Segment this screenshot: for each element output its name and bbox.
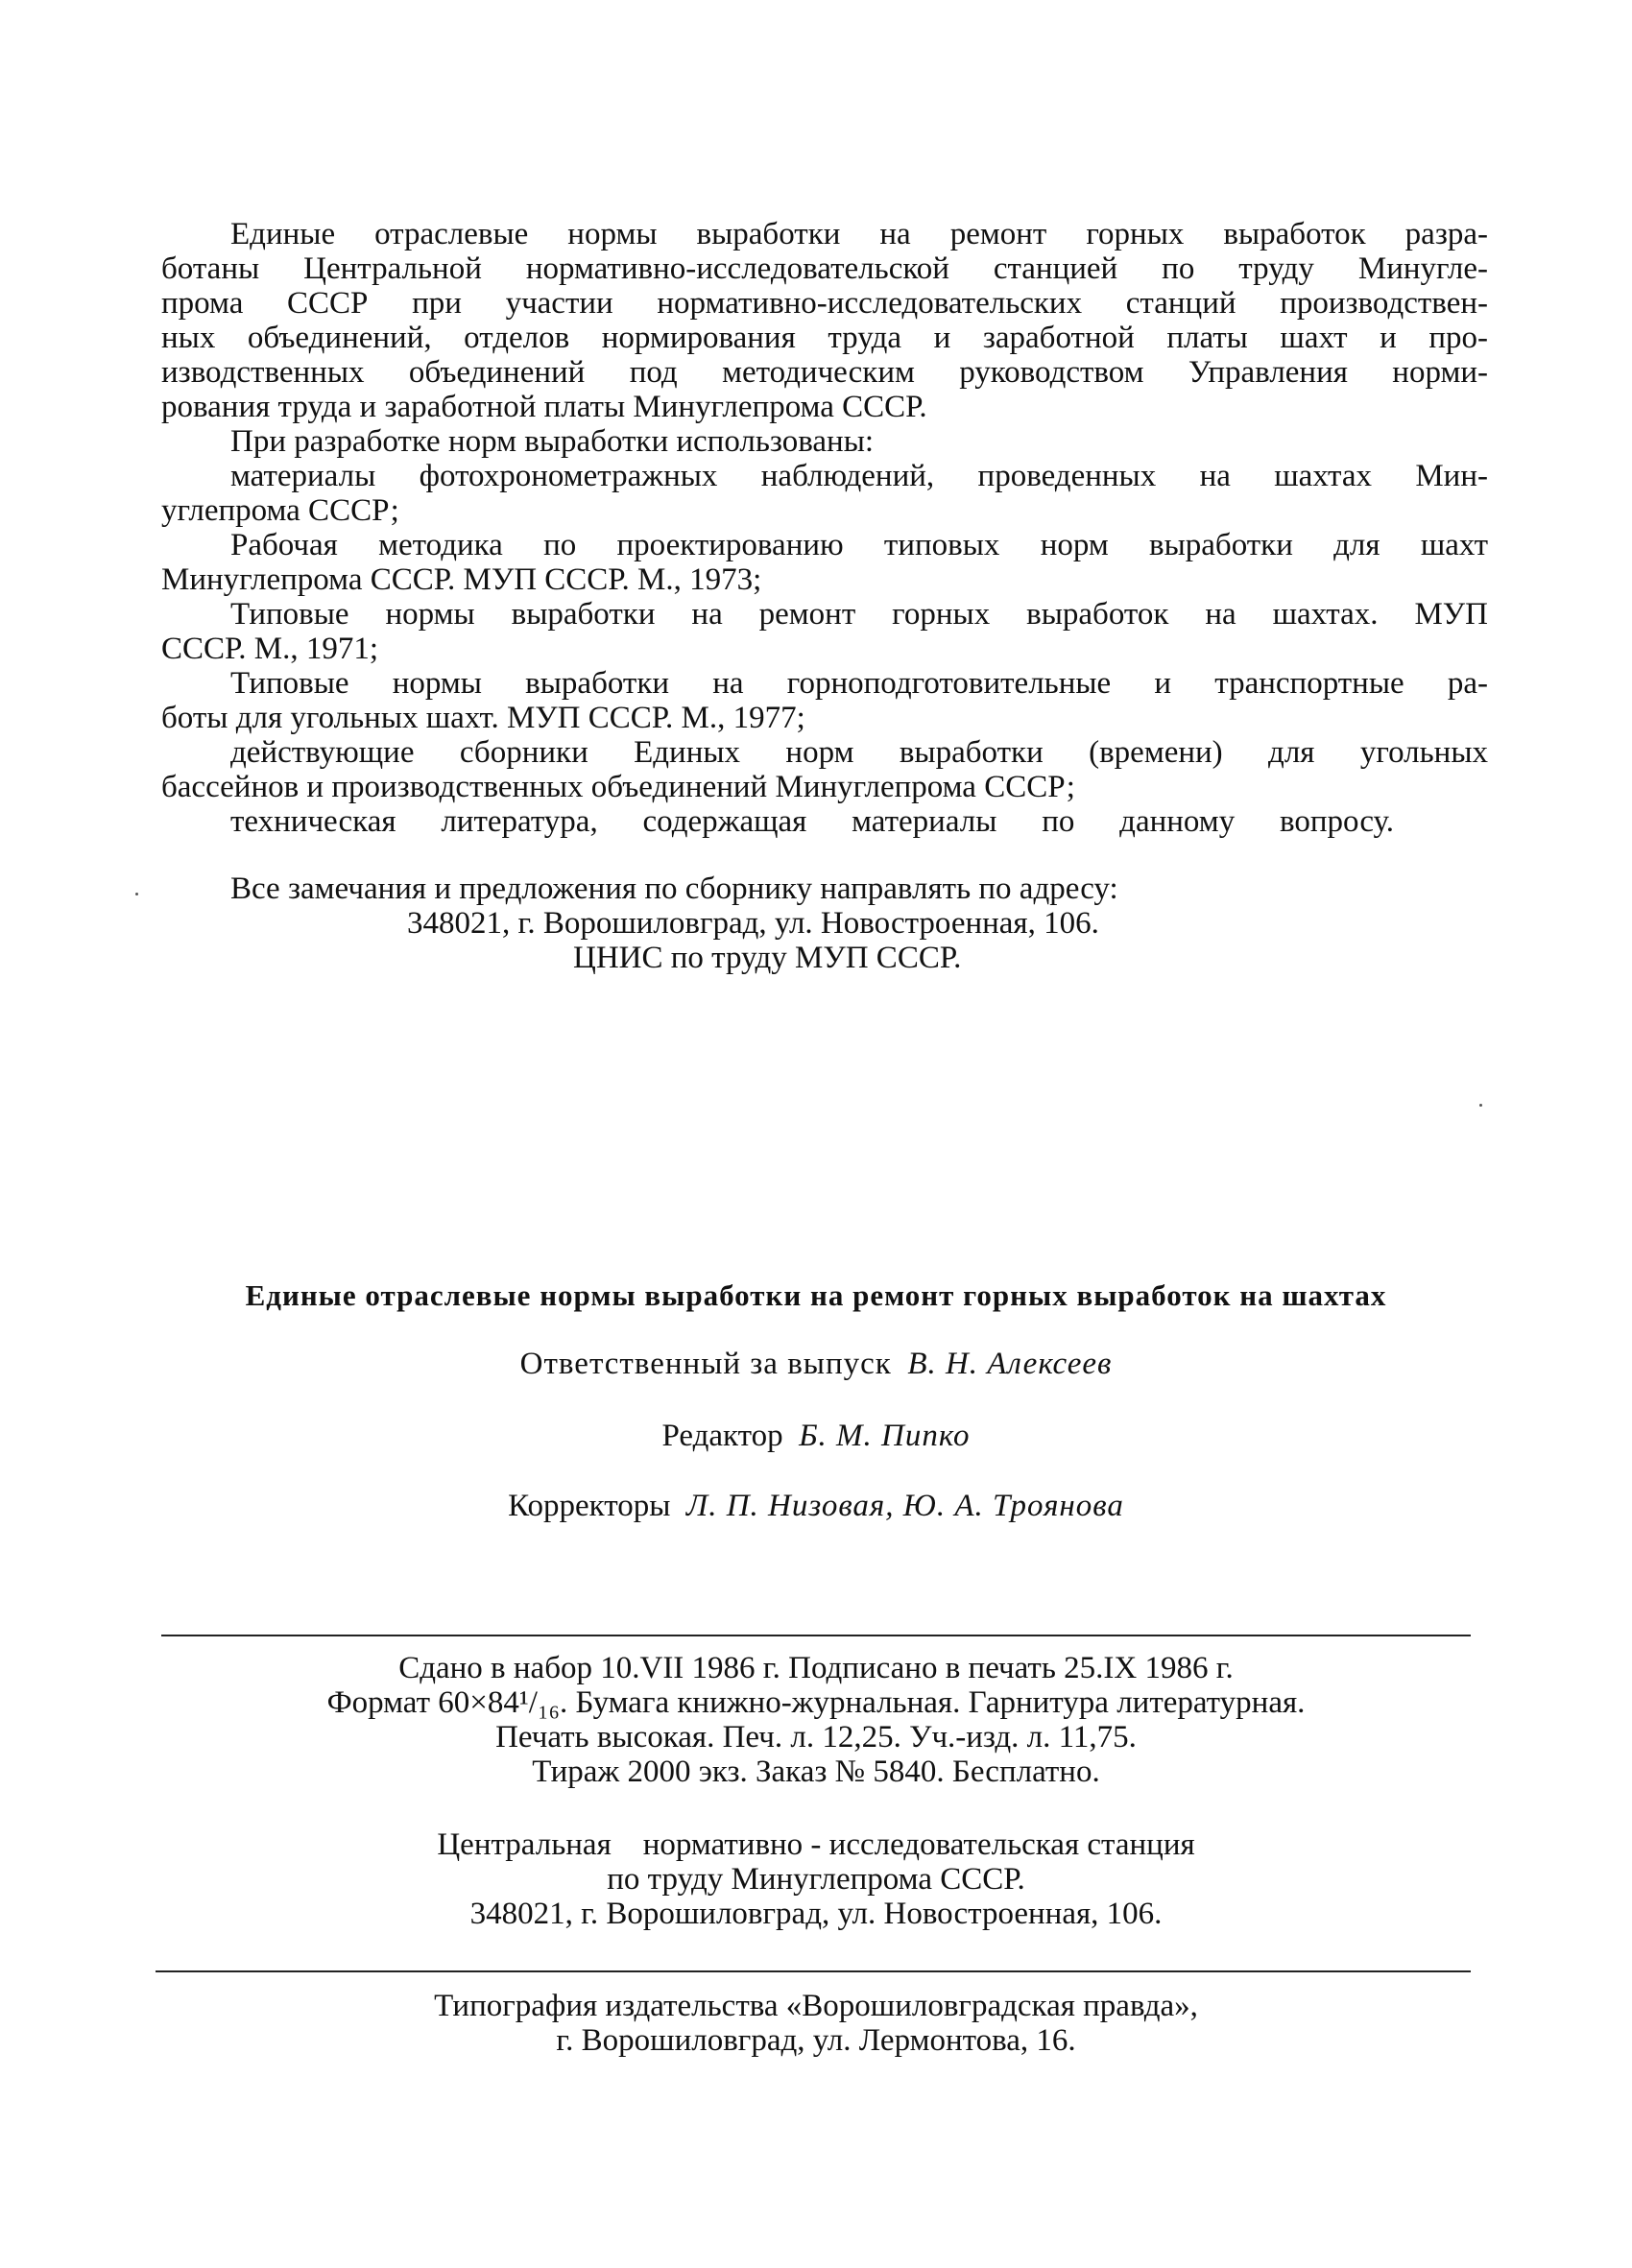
editor-label: Редактор: [661, 1419, 783, 1453]
editor-line: [161, 1419, 1471, 1453]
responsible-name: В. Н. Алексеев: [907, 1347, 1113, 1381]
print-info-line: Тираж 2000 экз. Заказ № 5840. Бесплатно.: [532, 1755, 1100, 1789]
scan-speck: [135, 893, 138, 895]
source-item-line: действующие сборники Единых норм выработки (времени) для угольных: [230, 735, 1488, 770]
intro-line: ных объединений, отделов нормирования труда и заработной платы шахт и про-: [161, 321, 1488, 355]
correctors-line: [161, 1489, 1471, 1523]
source-item-line: боты для угольных шахт. МУП СССР. М., 1977;: [161, 701, 805, 735]
correctors-label: Корректоры: [508, 1489, 671, 1523]
responsible-label: Ответственный за выпуск: [519, 1347, 892, 1381]
publisher-line: Центральная нормативно - исследовательская станция: [437, 1827, 1195, 1862]
source-item-line: материалы фотохронометражных наблюдений, проведенных на шахтах Мин-: [230, 459, 1488, 493]
print-info-line: Печать высокая. Печ. л. 12,25. Уч.-изд. л. 11,75.: [495, 1720, 1137, 1755]
source-item-line: Минуглепрома СССР. МУП СССР. М., 1973;: [161, 562, 762, 597]
source-item-line: СССР. М., 1971;: [161, 632, 379, 666]
printer-line: Типография издательства «Ворошиловградская правда»,: [434, 1989, 1198, 2023]
address-line: ЦНИС по труду МУП СССР.: [573, 941, 962, 975]
source-item-line: бассейнов и производственных объединений Минуглепрома СССР;: [161, 770, 1075, 804]
sources-intro: При разработке норм выработки использованы:: [230, 424, 875, 459]
scan-speck: [1479, 1104, 1482, 1107]
editor-name: Б. М. Пипко: [799, 1419, 971, 1453]
correctors-names: Л. П. Низовая, Ю. А. Троянова: [685, 1489, 1124, 1523]
print-info-line: Сдано в набор 10.VII 1986 г. Подписано в печать 25.IX 1986 г.: [398, 1651, 1234, 1685]
intro-line: ботаны Центральной нормативно-исследовательской станцией по труду Минугле-: [161, 251, 1488, 286]
source-item-line: Типовые нормы выработки на ремонт горных выработок на шахтах. МУП: [230, 597, 1488, 632]
print-info-line: Формат 60×84¹/₁₆. Бумага книжно-журнальная. Гарнитура литературная.: [326, 1685, 1306, 1720]
source-item-line: Типовые нормы выработки на горноподготовительные и транспортные ра-: [230, 666, 1488, 701]
intro-line: Единые отраслевые нормы выработки на ремонт горных выработок разра-: [230, 217, 1488, 251]
source-item-line: углепрома СССР;: [161, 493, 399, 528]
address-line: 348021, г. Ворошиловград, ул. Новостроенная, 106.: [407, 906, 1099, 941]
intro-line: рования труда и заработной платы Минуглепрома СССР.: [161, 390, 927, 424]
divider-rule: [156, 1970, 1471, 1972]
printer-line: г. Ворошиловград, ул. Лермонтова, 16.: [556, 2023, 1076, 2058]
publisher-line: по труду Минуглепрома СССР.: [607, 1862, 1025, 1897]
book-title: Единые отраслевые нормы выработки на ремонт горных выработок на шахтах: [245, 1278, 1387, 1312]
source-item-line: Рабочая методика по проектированию типовых норм выработки для шахт: [230, 528, 1488, 562]
divider-rule: [161, 1635, 1471, 1636]
responsible-line: [161, 1347, 1471, 1381]
address-line: Все замечания и предложения по сборнику направлять по адресу:: [230, 871, 1118, 906]
source-item-line: техническая литература, содержащая материалы по данному вопросу.: [230, 804, 1394, 839]
publisher-line: 348021, г. Ворошиловград, ул. Новостроенная, 106.: [469, 1897, 1163, 1931]
intro-line: изводственных объединений под методическим руководством Управления норми-: [161, 355, 1488, 390]
intro-line: прома СССР при участии нормативно-исследовательских станций производствен-: [161, 286, 1488, 321]
